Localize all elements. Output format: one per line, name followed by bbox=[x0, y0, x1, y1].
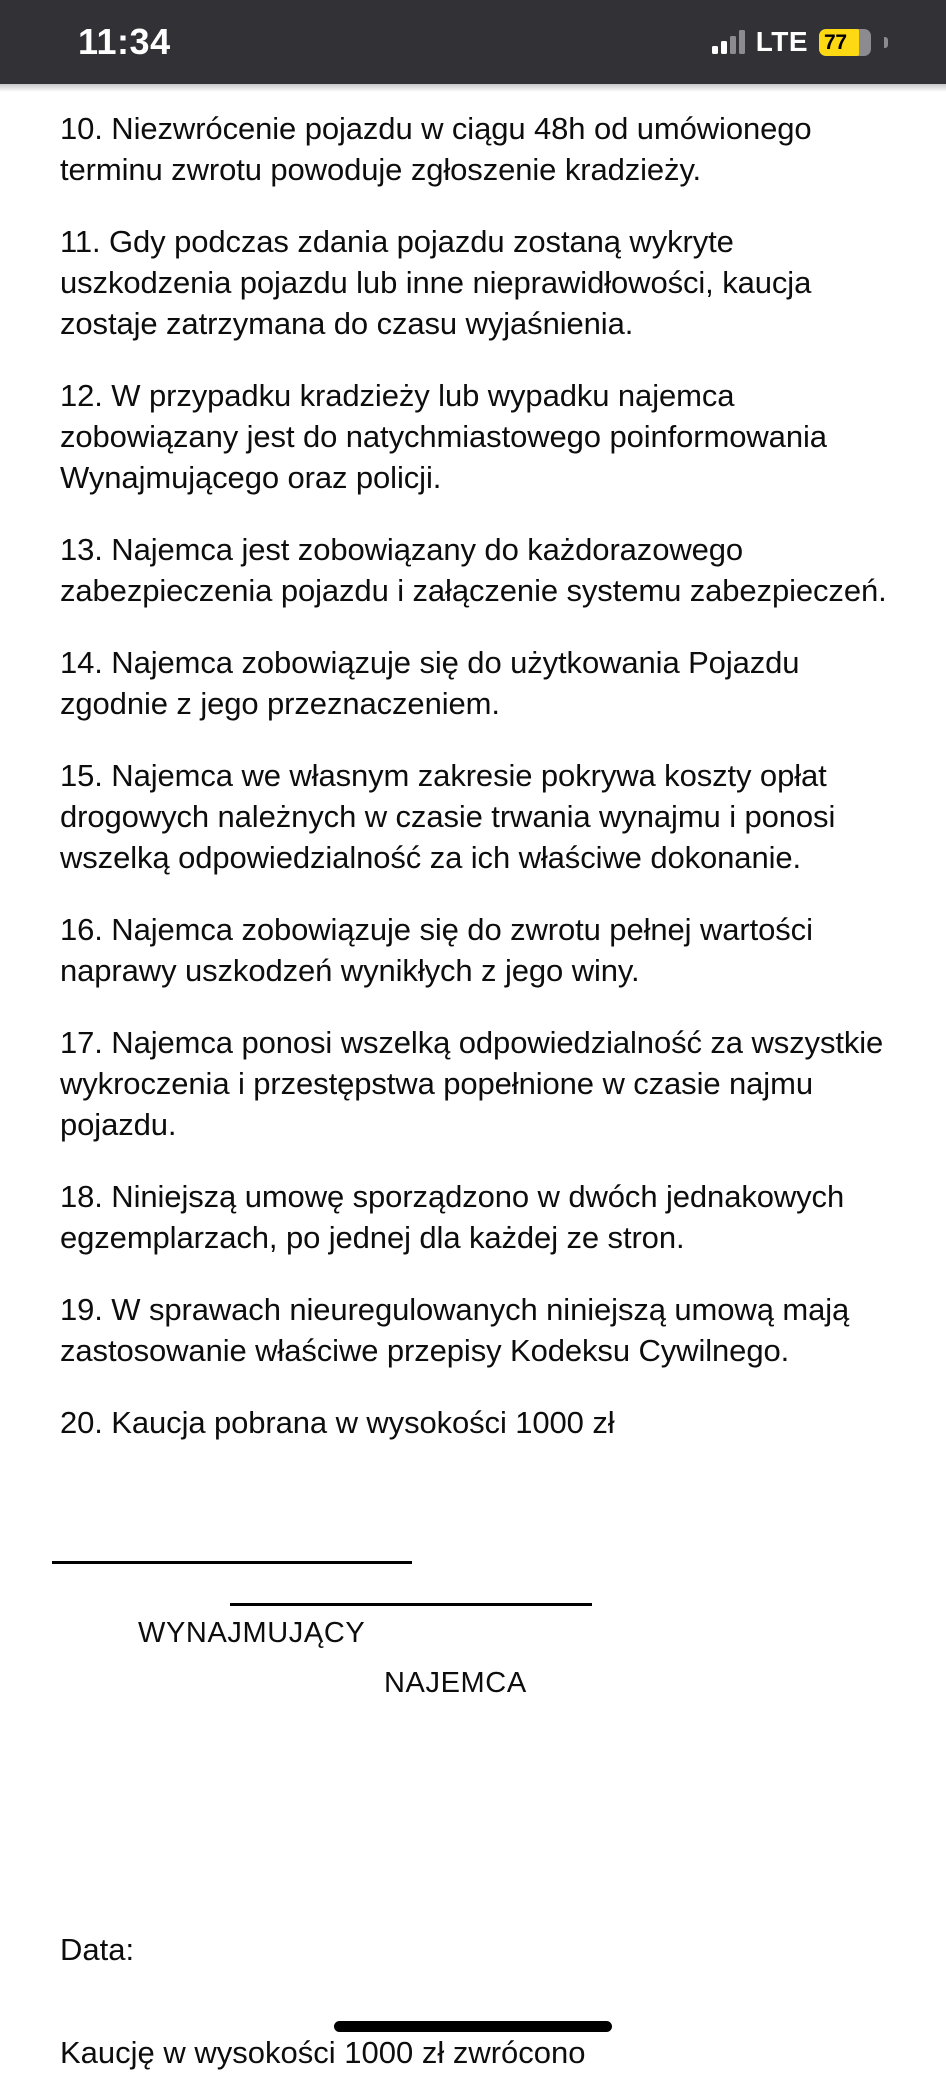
signature-line-renter bbox=[230, 1603, 592, 1606]
deposit-returned-label: Kaucję w wysokości 1000 zł zwrócono bbox=[60, 2035, 586, 2070]
clause-16: 16. Najemca zobowiązuje się do zwrotu pełnej wartości naprawy uszkodzeń wynikłych z jego winy. bbox=[60, 912, 813, 988]
battery-cap-icon bbox=[884, 37, 888, 48]
clause-13: 13. Najemca jest zobowiązany do każdorazowego zabezpieczenia pojazdu i załączenie systemu zabezpieczeń. bbox=[60, 532, 887, 608]
clause-17: 17. Najemca ponosi wszelką odpowiedzialność za wszystkie wykroczenia i przestępstwa popełnione w czasie najmu pojazdu. bbox=[60, 1025, 884, 1142]
status-bar-indicators bbox=[712, 26, 906, 58]
clause-10: 10. Niezwrócenie pojazdu w ciągu 48h od umówionego terminu zwrotu powoduje zgłoszenie kradzieży. bbox=[60, 111, 812, 187]
cellular-signal-icon bbox=[712, 30, 745, 54]
status-bar-clock: 11:34 bbox=[78, 21, 171, 62]
signature-label-renter: NAJEMCA bbox=[384, 1667, 527, 1699]
clause-14: 14. Najemca zobowiązuje się do użytkowania Pojazdu zgodnie z jego przeznaczeniem. bbox=[60, 645, 800, 721]
clause-15: 15. Najemca we własnym zakresie pokrywa koszty opłat drogowych należnych w czasie trwania wynajmu i ponosi wszelką odpowiedzialność za ich właściwe dokonanie. bbox=[60, 758, 836, 875]
status-bar-shadow bbox=[0, 84, 946, 92]
battery-icon bbox=[819, 29, 871, 56]
clause-18: 18. Niniejszą umowę sporządzono w dwóch jednakowych egzemplarzach, po jednej dla każdej ze stron. bbox=[60, 1179, 845, 1255]
status-bar bbox=[0, 0, 946, 84]
battery-level-label: 77 bbox=[824, 30, 847, 54]
clause-12: 12. W przypadku kradzieży lub wypadku najemca zobowiązany jest do natychmiastowego poinformowania Wynajmującego oraz policji. bbox=[60, 378, 827, 495]
signature-block bbox=[60, 1561, 902, 1801]
date-label: Data: bbox=[60, 1932, 135, 1967]
home-indicator[interactable] bbox=[334, 2021, 612, 2032]
signature-label-lessor: WYNAJMUJĄCY bbox=[138, 1617, 366, 1649]
clause-19: 19. W sprawach nieuregulowanych niniejszą umową mają zastosowanie właściwe przepisy Kodeksu Cywilnego. bbox=[60, 1292, 850, 1368]
network-type-label: LTE bbox=[755, 26, 808, 57]
clause-11: 11. Gdy podczas zdania pojazdu zostaną wykryte uszkodzenia pojazdu lub inne nieprawidłowości, kaucja zostaje zatrzymana do czasu wyjaśnienia. bbox=[60, 224, 812, 341]
document-footer bbox=[60, 1929, 902, 2073]
document-page[interactable] bbox=[0, 84, 946, 2070]
signature-line-lessor bbox=[52, 1561, 412, 1564]
clause-20: 20. Kaucja pobrana w wysokości 1000 zł bbox=[60, 1405, 615, 1440]
